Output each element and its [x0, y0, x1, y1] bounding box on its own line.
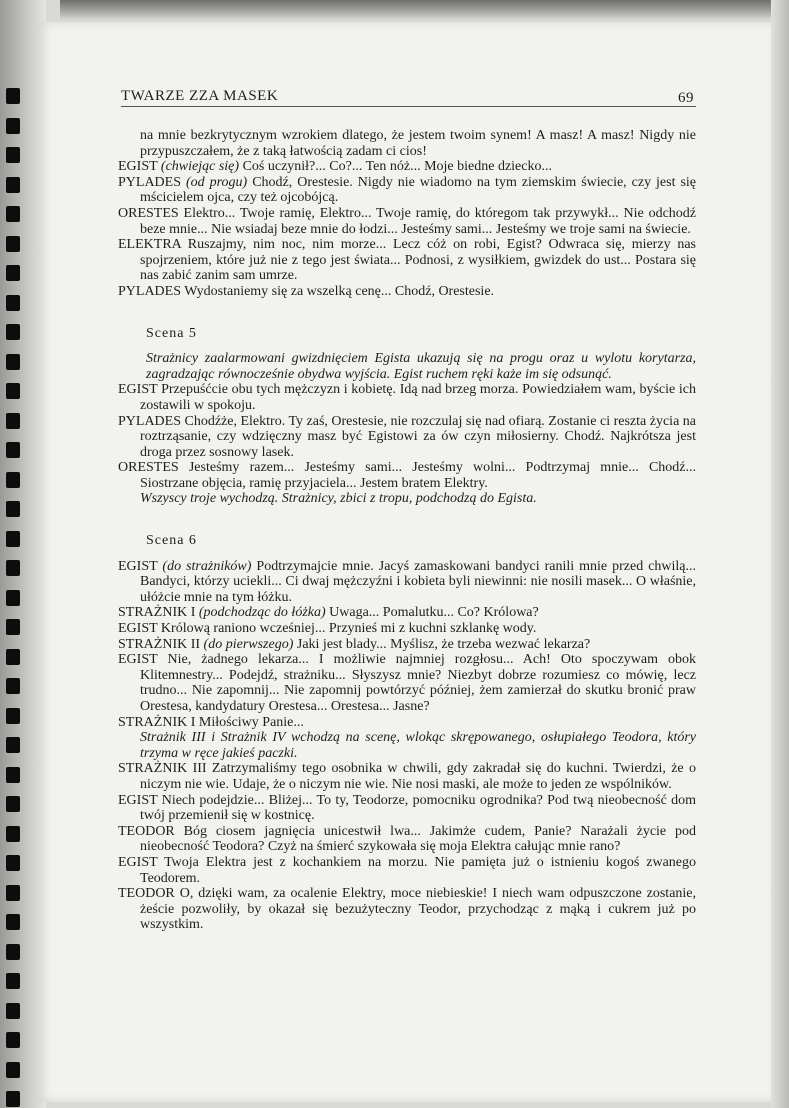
binding-hole — [6, 88, 20, 104]
binding-hole — [6, 442, 20, 458]
binding-hole — [6, 885, 20, 901]
dialogue-line: EGIST (do strażników) Podtrzymajcie mnie. Jacyś zamaskowani bandyci ranili mnie przed chwilą... Bandyci, którzy uciekli... Ci dwaj mężczyźni i kobieta byli niewinni: nie nosili masek... O właśnie, ułóżcie mnie na tym łóżku. — [118, 558, 697, 605]
binding-hole — [6, 531, 20, 547]
dialogue-line: ORESTES Elektro... Twoje ramię, Elektro... Twoje ramię, do któregom tak przywykł... Nie odchodź beze mnie... Nie wsiadaj beze mnie do łodzi... Jesteśmy sami... Jesteśmy we troje sami na świecie. — [118, 205, 696, 237]
binding-hole — [6, 914, 20, 930]
binding-hole — [6, 619, 20, 635]
dialogue-line: EGIST Przepuśćcie obu tych mężczyzn i kobietę. Idą nad brzeg morza. Powiedziałem wam, byście ich zostawili w spokoju. — [118, 382, 696, 413]
binding-hole — [6, 383, 20, 399]
dialogue-line: PYLADES (od progu) Chodź, Orestesie. Nigdy nie wiadomo na tym ziemskim świecie, czy jest się mścicielem ojca, czy też ojcobójcą. — [118, 174, 696, 206]
binding-hole — [6, 796, 20, 812]
binding-hole — [6, 177, 20, 193]
dialogue-line: EGIST Twoja Elektra jest z kochankiem na morzu. Nie pamięta już o istnieniu kogoś zwanego Teodorem. — [118, 854, 696, 886]
binding-hole — [6, 501, 20, 517]
top-edge-shadow — [60, 0, 789, 20]
binding-hole — [6, 590, 20, 606]
dialogue-line: EGIST Nie, żadnego lekarza... I możliwie najmniej rozgłosu... Ach! Oto spoczywam obok Klitemnestry... Podejdź, strażniku... Słyszysz mnie? Niezbyt dobrze rozumiesz co mówię, lecz trudno... Nie zapomnij... Nie zapomnij powtórzyć później, żem zamierzał do skutku bronić praw Orestesa, kandydatury Orestesa... Orestesa... Jasne? — [118, 652, 697, 714]
binding-hole — [6, 737, 20, 753]
dialogue-line: STRAŻNIK II (do pierwszego) Jaki jest blady... Myślisz, że trzeba wezwać lekarza? — [118, 636, 591, 652]
dialogue-line: STRAŻNIK III Zatrzymaliśmy tego osobnika w chwili, gdy zakradał się do kuchni. Twierdzi, że o niczym nie wie. Udaje, że o niczym nie wie. Nie nosi maski, ale może to jeden ze wspólników. — [118, 761, 696, 792]
binding-hole — [6, 767, 20, 783]
binding-hole — [6, 147, 20, 163]
binding-hole — [6, 295, 20, 311]
binding-hole — [6, 324, 20, 340]
binding-hole — [6, 649, 20, 665]
header-title: TWARZE ZZA MASEK — [121, 88, 279, 104]
binding-hole — [6, 413, 20, 429]
binding-hole — [6, 1003, 20, 1019]
binding-hole — [6, 826, 20, 842]
binding-hole — [6, 118, 20, 134]
binding-hole — [6, 855, 20, 871]
binding-hole — [6, 1032, 20, 1048]
dialogue-line: EGIST (chwiejąc się) Coś uczynił?... Co?... Ten nóż... Moje biedne dziecko... — [118, 159, 552, 175]
binding-hole — [6, 265, 20, 281]
binding-hole — [6, 678, 20, 694]
binding-hole — [6, 708, 20, 724]
binding-hole — [6, 560, 20, 576]
dialogue-line: STRAŻNIK I Miłościwy Panie... — [118, 714, 304, 730]
binding-hole — [6, 973, 20, 989]
page-content — [118, 128, 696, 933]
stage-direction: Strażnicy zaalarmowani gwizdnięciem Egista ukazują się na progu oraz u wylotu korytarza, zagradzając równocześnie obydwa wyjścia. Egist ruchem ręki każe im się odsunąć. — [146, 351, 696, 382]
page-number: 69 — [678, 90, 694, 106]
dialogue-line: STRAŻNIK I (podchodząc do łóżka) Uwaga... Pomalutku... Co? Królowa? — [118, 605, 539, 621]
stage-direction: Strażnik III i Strażnik IV wchodzą na scenę, wlokąc skrępowanego, osłupiałego Teodora, który trzyma w ręce jakieś paczki. — [140, 730, 696, 761]
binding-hole — [6, 1091, 20, 1107]
running-header — [121, 88, 696, 107]
binding-hole — [6, 472, 20, 488]
binding-hole — [6, 944, 20, 960]
scene-6-heading: Scena 6 — [146, 533, 197, 549]
binding-hole — [6, 354, 20, 370]
dialogue-line: EGIST Królową raniono wcześniej... Przynieś mi z kuchni szklankę wody. — [118, 621, 537, 637]
binding-hole — [6, 206, 20, 222]
right-edge-shadow — [771, 0, 789, 1108]
dialogue-line: ORESTES Jesteśmy razem... Jesteśmy sami... Jesteśmy wolni... Podtrzymaj mnie... Chodź... Siostrzane objęcia, ramię przyjaciela... Jestem bratem Elektry. — [118, 460, 696, 491]
spiral-binding — [4, 0, 26, 1108]
binding-hole — [6, 236, 20, 252]
stage-direction: Wszyscy troje wychodzą. Strażnicy, zbici z tropu, podchodzą do Egista. — [140, 491, 537, 507]
dialogue-line: ELEKTRA Ruszajmy, nim noc, nim morze... Lecz cóż on robi, Egist? Odwraca się, mierzy nas spojrzeniem, które już nie z tego jest świata... Podnosi, z wysiłkiem, gwizdek do ust... Postara się nas zabić zanim sam umrze. — [118, 237, 697, 284]
dialogue-line: PYLADES Wydostaniemy się za wszelką cenę... Chodź, Orestesie. — [118, 283, 495, 299]
dialogue-continuation: na mnie bezkrytycznym wzrokiem dlatego, że jestem twoim synem! A masz! A masz! Nigdy nie przypuszczałem, że z taką łatwością zadam ci cios! — [140, 128, 696, 159]
scene-5-heading: Scena 5 — [146, 325, 197, 341]
dialogue-line: EGIST Niech podejdzie... Bliżej... To ty, Teodorze, pomocniku ogrodnika? Pod twą nieobecność dom twój przemienił się w kostnicę. — [118, 792, 697, 824]
dialogue-line: TEODOR Bóg ciosem jagnięcia unicestwił lwa... Jakimże cudem, Panie? Narażali życie pod nieobecność Teodora? Czyż na śmierć szykowała się moja Elektra całując mnie rano? — [118, 823, 697, 855]
dialogue-line: PYLADES Chodźże, Elektro. Ty zaś, Orestesie, nie rozczulaj się nad ofiarą. Zostanie ci reszta życia na roztrząsanie, czy wdzięczny masz być Egistowi za ów czyn miłosierny. Chodź. Najkrótsza jest droga przez sosnowy lasek. — [118, 413, 696, 460]
binding-hole — [6, 1062, 20, 1078]
dialogue-line: TEODOR O, dzięki wam, za ocalenie Elektry, moce niebieskie! I niech wam odpuszczone zostanie, żeście pozwoliły, by okazał się bezużyteczny Teodor, przychodząc z mąką i cukrem już po wszystkim. — [118, 886, 697, 933]
